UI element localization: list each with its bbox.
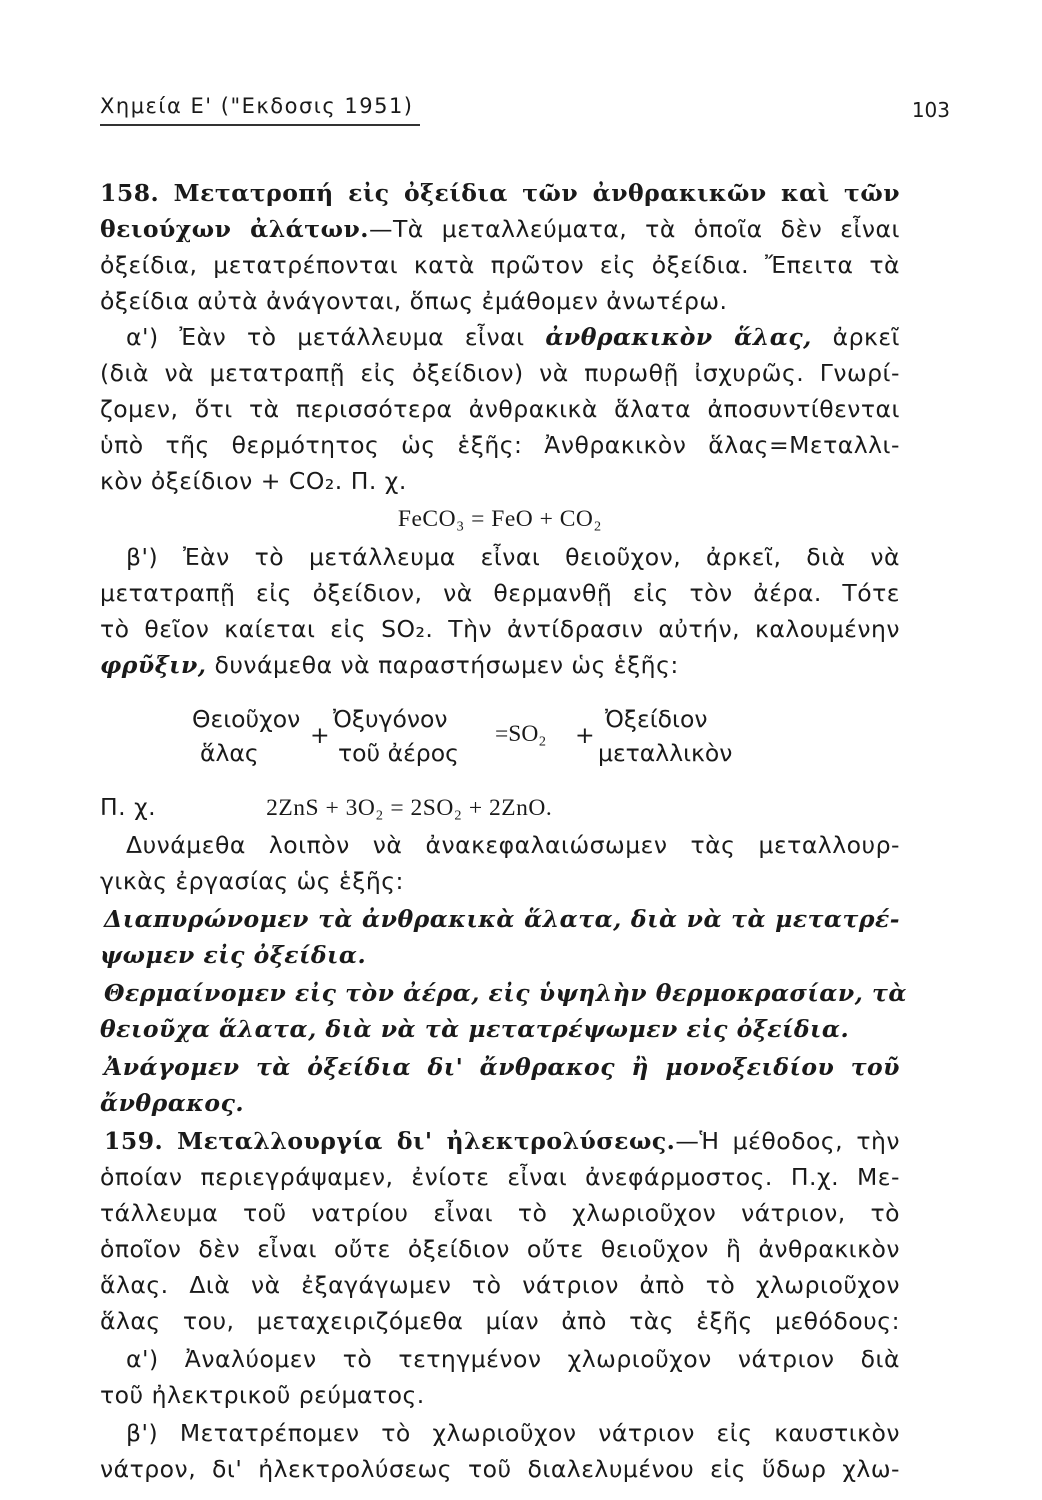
text-fragment: δυνάμεθα νὰ παραστήσωμεν ὡς ἑξῆς: — [206, 651, 679, 679]
summary-line: ψωμεν εἰς ὀξείδια. — [100, 941, 367, 969]
section-159-heading-line — [104, 1123, 900, 1159]
section-158-heading-line — [100, 175, 900, 211]
plus-sign: + — [575, 721, 595, 749]
text-line: ὁποῖον δὲν εἶναι οὔτε ὀξείδιον οὔτε θειοῦχον ἢ ἀνθρακικὸν — [100, 1235, 900, 1263]
text-line: (διὰ νὰ μετατραπῇ εἰς ὀξείδιον) νὰ πυρωθῇ ἰσχυρῶς. Γνωρί- — [100, 359, 900, 387]
text-line: β') Μετατρέπομεν τὸ χλωριοῦχον νάτριον εἰς καυστικὸν — [126, 1419, 900, 1447]
text-line: κὸν ὀξείδιον + CO₂. Π. χ. — [100, 467, 407, 495]
text-line: τὸ θεῖον καίεται εἰς SO₂. Τὴν ἀντίδρασιν αὐτήν, καλουμένην — [100, 615, 900, 643]
reactant-2-line-2: τοῦ ἀέρος — [338, 739, 459, 767]
text-line: ἅλας. Διὰ νὰ ἐξαγάγωμεν τὸ νάτριον ἀπὸ τὸ χλωριοῦχον — [100, 1271, 900, 1299]
plus-sign: + — [310, 721, 330, 749]
text-line: ὑπὸ τῆς θερμότητος ὡς ἑξῆς: Ἀνθρακικὸν ἅλας=Μεταλλι- — [100, 431, 900, 459]
reactant-2-line-1: Ὀξυγόνον — [333, 705, 448, 733]
equals-product: =SO₂ — [495, 721, 547, 747]
running-title: Χημεία Ε' ("Εκδοσις 1951) — [100, 94, 414, 118]
product-line-1: Ὀξείδιον — [605, 705, 708, 733]
summary-line: θειοῦχα ἅλατα, διὰ νὰ τὰ μετατρέψωμεν εἰς ὀξείδια. — [100, 1015, 850, 1043]
text-fragment: —Ἡ μέθοδος, τὴν — [675, 1127, 900, 1155]
text-line — [100, 211, 900, 247]
text-line: β') Ἐὰν τὸ μετάλλευμα εἶναι θειοῦχον, ἀρκεῖ, διὰ νὰ — [126, 543, 900, 571]
text-line: γικὰς ἐργασίας ὡς ἑξῆς: — [100, 867, 404, 895]
text-line — [100, 647, 900, 683]
summary-line: Ἀνάγομεν τὰ ὀξείδια δι' ἄνθρακος ἢ μονοξειδίου τοῦ — [104, 1053, 900, 1081]
text-line: ὀξείδια αὐτὰ ἀνάγονται, ὅπως ἐμάθομεν ἀνωτέρω. — [100, 287, 728, 315]
section-159-heading: 159. Μεταλλουργία δι' ἠλεκτρολύσεως. — [104, 1127, 676, 1155]
word-equation — [100, 705, 900, 785]
reactant-1-line-1: Θειοῦχον — [192, 705, 301, 733]
chemical-equation: FeCO₃ = FeO + CO₂ — [397, 506, 603, 532]
text-line: ζομεν, ὅτι τὰ περισσότερα ἀνθρακικὰ ἅλατα ἀποσυντίθενται — [100, 395, 900, 423]
text-line: ὁποίαν περιεγράψαμεν, ἐνίοτε εἶναι ἀνεφάρμοστος. Π.χ. Με- — [100, 1163, 900, 1191]
text-line — [126, 319, 900, 355]
emphasis-term: φρῦξιν, — [100, 651, 207, 679]
text-fragment: —Τὰ μεταλλεύματα, τὰ ὁποῖα δὲν εἶναι — [368, 215, 900, 243]
text-line: Δυνάμεθα λοιπὸν νὰ ἀνακεφαλαιώσωμεν τὰς μεταλλουρ- — [126, 831, 900, 859]
section-158-heading: 158. Μετατροπή εἰς ὀξείδια τῶν ἀνθρακικῶν καὶ τῶν — [100, 179, 900, 207]
text-line: μετατραπῇ εἰς ὀξείδιον, νὰ θερμανθῇ εἰς τὸν ἀέρα. Τότε — [100, 579, 900, 607]
text-fragment: ἀρκεῖ — [811, 323, 900, 351]
summary-line: ἄνθρακος. — [100, 1089, 245, 1117]
example-label: Π. χ. — [100, 793, 157, 821]
example-line — [100, 789, 900, 826]
text-line: τάλλευμα τοῦ νατρίου εἶναι τὸ χλωριοῦχον νάτριον, τὸ — [100, 1199, 900, 1227]
text-line: ἅλας του, μεταχειριζόμεθα μίαν ἀπὸ τὰς ἑξῆς μεθόδους: — [100, 1307, 900, 1335]
text-line: α') Ἀναλύομεν τὸ τετηγμένον χλωριοῦχον νάτριον διὰ — [126, 1345, 900, 1373]
header-underline — [100, 124, 420, 126]
text-line: νάτρον, δι' ἠλεκτρολύσεως τοῦ διαλελυμένου εἰς ὕδωρ χλω- — [100, 1455, 900, 1483]
chemical-equation: 2ZnS + 3O₂ = 2SO₂ + 2ZnO. — [266, 795, 553, 821]
section-158-heading-cont: θειούχων ἀλάτων. — [100, 215, 369, 243]
summary-line: Θερμαίνομεν εἰς τὸν ἀέρα, εἰς ὑψηλὴν θερμοκρασίαν, τὰ — [104, 979, 907, 1007]
text-line: ὀξείδια, μετατρέπονται κατὰ πρῶτον εἰς ὀξείδια. Ἔπειτα τὰ — [100, 251, 900, 279]
page-number: 103 — [911, 98, 950, 122]
summary-line: Διαπυρώνομεν τὰ ἀνθρακικὰ ἅλατα, διὰ νὰ τὰ μετατρέ- — [104, 905, 900, 933]
emphasis-term: ἀνθρακικὸν ἅλας, — [545, 323, 812, 351]
text-line: τοῦ ἠλεκτρικοῦ ρεύματος. — [100, 1381, 425, 1409]
text-fragment: α') Ἐὰν τὸ μετάλλευμα εἶναι — [126, 323, 546, 351]
product-line-2: μεταλλικὸν — [598, 739, 733, 767]
reactant-1-line-2: ἅλας — [200, 739, 259, 767]
